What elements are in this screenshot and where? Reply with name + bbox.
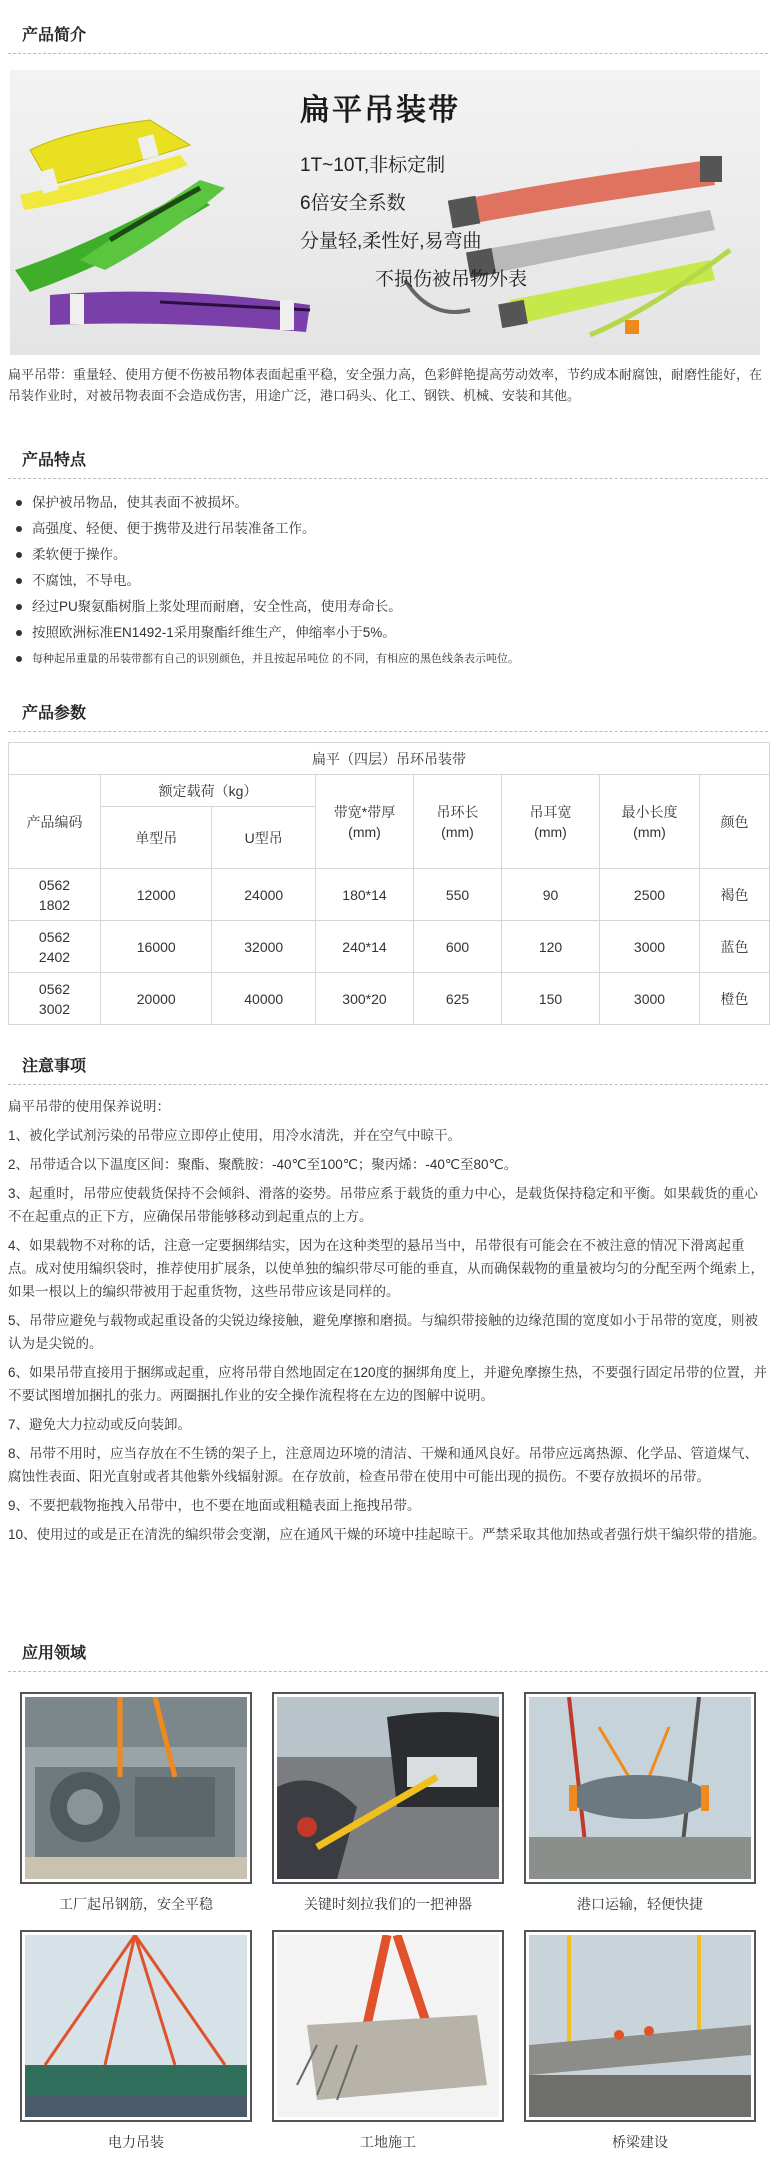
- note-paragraph: 3、起重时，吊带应使载货保持不会倾斜、滑落的姿势。吊带应系于载货的重力中心，是载货保持稳定和平衡。如果载货的重心不在起重点的正下方，应确保吊带能够移动到起重点的上方。: [8, 1186, 759, 1224]
- notes-body: [8, 1095, 770, 1552]
- cell-width: 240*14: [316, 921, 414, 973]
- applications-title: 应用领域: [8, 1640, 768, 1672]
- feature-item: 经过PU聚氨酯树脂上浆处理而耐磨，安全性高，使用寿命长。: [14, 594, 769, 620]
- hero-feature: 不损伤被吊物外表: [375, 269, 528, 290]
- header-load: 额定载荷（kg）: [101, 775, 316, 807]
- cell-single: 12000: [101, 869, 212, 921]
- port-transport-photo: [529, 1697, 751, 1879]
- header-code: 产品编码: [9, 775, 101, 869]
- feature-item: 保护被吊物品，使其表面不被损坏。: [14, 490, 769, 516]
- cell-min-len: 3000: [600, 973, 700, 1025]
- cell-u-type: 32000: [212, 921, 316, 973]
- application-caption: 工厂起吊钢筋，安全平稳: [59, 1896, 213, 1912]
- application-caption: 桥梁建设: [612, 2134, 668, 2150]
- factory-lifting-photo: [25, 1697, 247, 1879]
- application-card: [524, 1692, 756, 1914]
- header-min-len: 最小长度 (mm): [600, 775, 700, 869]
- hero-title: 扁平吊装带: [300, 94, 460, 127]
- application-card: [272, 1930, 504, 2152]
- cell-min-len: 2500: [600, 869, 700, 921]
- note-paragraph: 7、避免大力拉动或反向装卸。: [8, 1417, 192, 1432]
- feature-item: 按照欧洲标准EN1492-1采用聚酯纤维生产，伸缩率小于5%。: [14, 620, 769, 646]
- cell-single: 16000: [101, 921, 212, 973]
- params-table: [8, 742, 770, 1025]
- note-paragraph: 10、使用过的或是正在清洗的编织带会变潮，应在通风干燥的环境中挂起晾干。严禁采取其他加热或者强行烘干编织带的措施。: [8, 1527, 766, 1542]
- features-list: [14, 490, 769, 672]
- cell-color: 蓝色: [700, 921, 770, 973]
- cell-min-len: 3000: [600, 921, 700, 973]
- intro-title: 产品简介: [8, 22, 768, 54]
- header-width: 带宽*带厚 (mm): [316, 775, 414, 869]
- cell-u-type: 40000: [212, 973, 316, 1025]
- note-paragraph: 9、不要把载物拖拽入吊带中，也不要在地面或粗糙表面上拖拽吊带。: [8, 1498, 421, 1513]
- note-paragraph: 扁平吊带的使用保养说明：: [8, 1099, 170, 1114]
- header-loop: 吊环长 (mm): [414, 775, 502, 869]
- note-paragraph: 6、如果吊带直接用于捆绑或起重，应将吊带自然地固定在120度的捆绑角度上，并避免摩擦生热，不要强行固定吊带的位置，并不要试图增加捆扎的张力。两圈捆扎作业的安全操作流程将在左边的图解中说明。: [8, 1365, 768, 1403]
- cell-code: 0562 2402: [9, 921, 101, 973]
- hero-feature: 1T~10T,非标定制: [300, 155, 446, 176]
- cell-width: 300*20: [316, 973, 414, 1025]
- cell-color: 橙色: [700, 973, 770, 1025]
- cell-ear: 120: [502, 921, 600, 973]
- note-paragraph: 1、被化学试剂污染的吊带应立即停止使用，用冷水清洗，并在空气中晾干。: [8, 1128, 462, 1143]
- cell-code: 0562 1802: [9, 869, 101, 921]
- cell-u-type: 24000: [212, 869, 316, 921]
- intro-description: 扁平吊带：重量轻、使用方便不伤被吊物体表面起重平稳，安全强力高，色彩鲜艳提高劳动效率，节约成本耐腐蚀，耐磨性能好，在吊装作业时，对被吊物表面不会造成伤害，用途广泛，港口码头、化工、钢铁、机械、安装和其他。: [8, 367, 763, 403]
- hero-feature: 6倍安全系数: [300, 193, 406, 214]
- feature-item: 高强度、轻便、便于携带及进行吊装准备工作。: [14, 516, 769, 542]
- application-caption: 关键时刻拉我们的一把神器: [304, 1896, 472, 1912]
- table-row: [9, 869, 770, 921]
- params-title: 产品参数: [8, 700, 768, 732]
- table-row: [9, 921, 770, 973]
- table-row: [9, 973, 770, 1025]
- table-title: 扁平（四层）吊环吊装带: [9, 743, 770, 775]
- cell-loop: 625: [414, 973, 502, 1025]
- cell-loop: 600: [414, 921, 502, 973]
- note-paragraph: 2、吊带适合以下温度区间：聚酯、聚酰胺：-40℃至100℃；聚丙烯：-40℃至80℃。: [8, 1157, 518, 1172]
- note-paragraph: 8、吊带不用时，应当存放在不生锈的架子上，注意周边环境的清洁、干燥和通风良好。吊带应远离热源、化学品、管道煤气、腐蚀性表面、阳光直射或者其他紫外线辐射源。在存放前，检查吊带在使用中可能出现的损伤。不要存放损坏的吊带。: [8, 1446, 759, 1484]
- cell-ear: 150: [502, 973, 600, 1025]
- notes-title: 注意事项: [8, 1053, 768, 1085]
- header-single: 单型吊: [101, 807, 212, 869]
- feature-item: 柔软便于操作。: [14, 542, 769, 568]
- header-color: 颜色: [700, 775, 770, 869]
- hero-banner: [10, 70, 760, 355]
- application-card: [272, 1692, 504, 1914]
- cell-loop: 550: [414, 869, 502, 921]
- car-towing-photo: [277, 1697, 499, 1879]
- application-card: [524, 1930, 756, 2152]
- cell-ear: 90: [502, 869, 600, 921]
- bridge-construction-photo: [529, 1935, 751, 2117]
- cell-width: 180*14: [316, 869, 414, 921]
- hero-feature: 分量轻,柔性好,易弯曲: [300, 231, 482, 252]
- header-u-type: U型吊: [212, 807, 316, 869]
- cell-color: 褐色: [700, 869, 770, 921]
- power-lifting-photo: [25, 1935, 247, 2117]
- feature-item: 不腐蚀，不导电。: [14, 568, 769, 594]
- application-caption: 工地施工: [360, 2134, 416, 2150]
- note-paragraph: 5、吊带应避免与载物或起重设备的尖锐边缘接触，避免摩擦和磨损。与编织带接触的边缘范围的宽度如小于吊带的宽度，则被认为是尖锐的。: [8, 1313, 759, 1351]
- features-title: 产品特点: [8, 447, 768, 479]
- construction-site-photo: [277, 1935, 499, 2117]
- application-caption: 电力吊装: [108, 2134, 164, 2150]
- application-card: [20, 1930, 252, 2152]
- cell-single: 20000: [101, 973, 212, 1025]
- header-ear: 吊耳宽 (mm): [502, 775, 600, 869]
- application-caption: 港口运输，轻便快捷: [577, 1896, 703, 1912]
- application-card: [20, 1692, 252, 1914]
- feature-item: 每种起吊重量的吊装带都有自己的识别颜色，并且按起吊吨位 的不同，有相应的黑色线条表示吨位。: [14, 646, 769, 672]
- cell-code: 0562 3002: [9, 973, 101, 1025]
- note-paragraph: 4、如果载物不对称的话，注意一定要捆绑结实，因为在这种类型的悬吊当中，吊带很有可能会在不被注意的情况下滑离起重点。成对使用编织袋时，推荐使用扩展条，以使单独的编织带尽可能的垂直，从而确保载物的重量被均匀的分配至两个绳索上，如果一根以上的编织带被用于起重货物，这些吊带应该是同样的。: [8, 1238, 764, 1299]
